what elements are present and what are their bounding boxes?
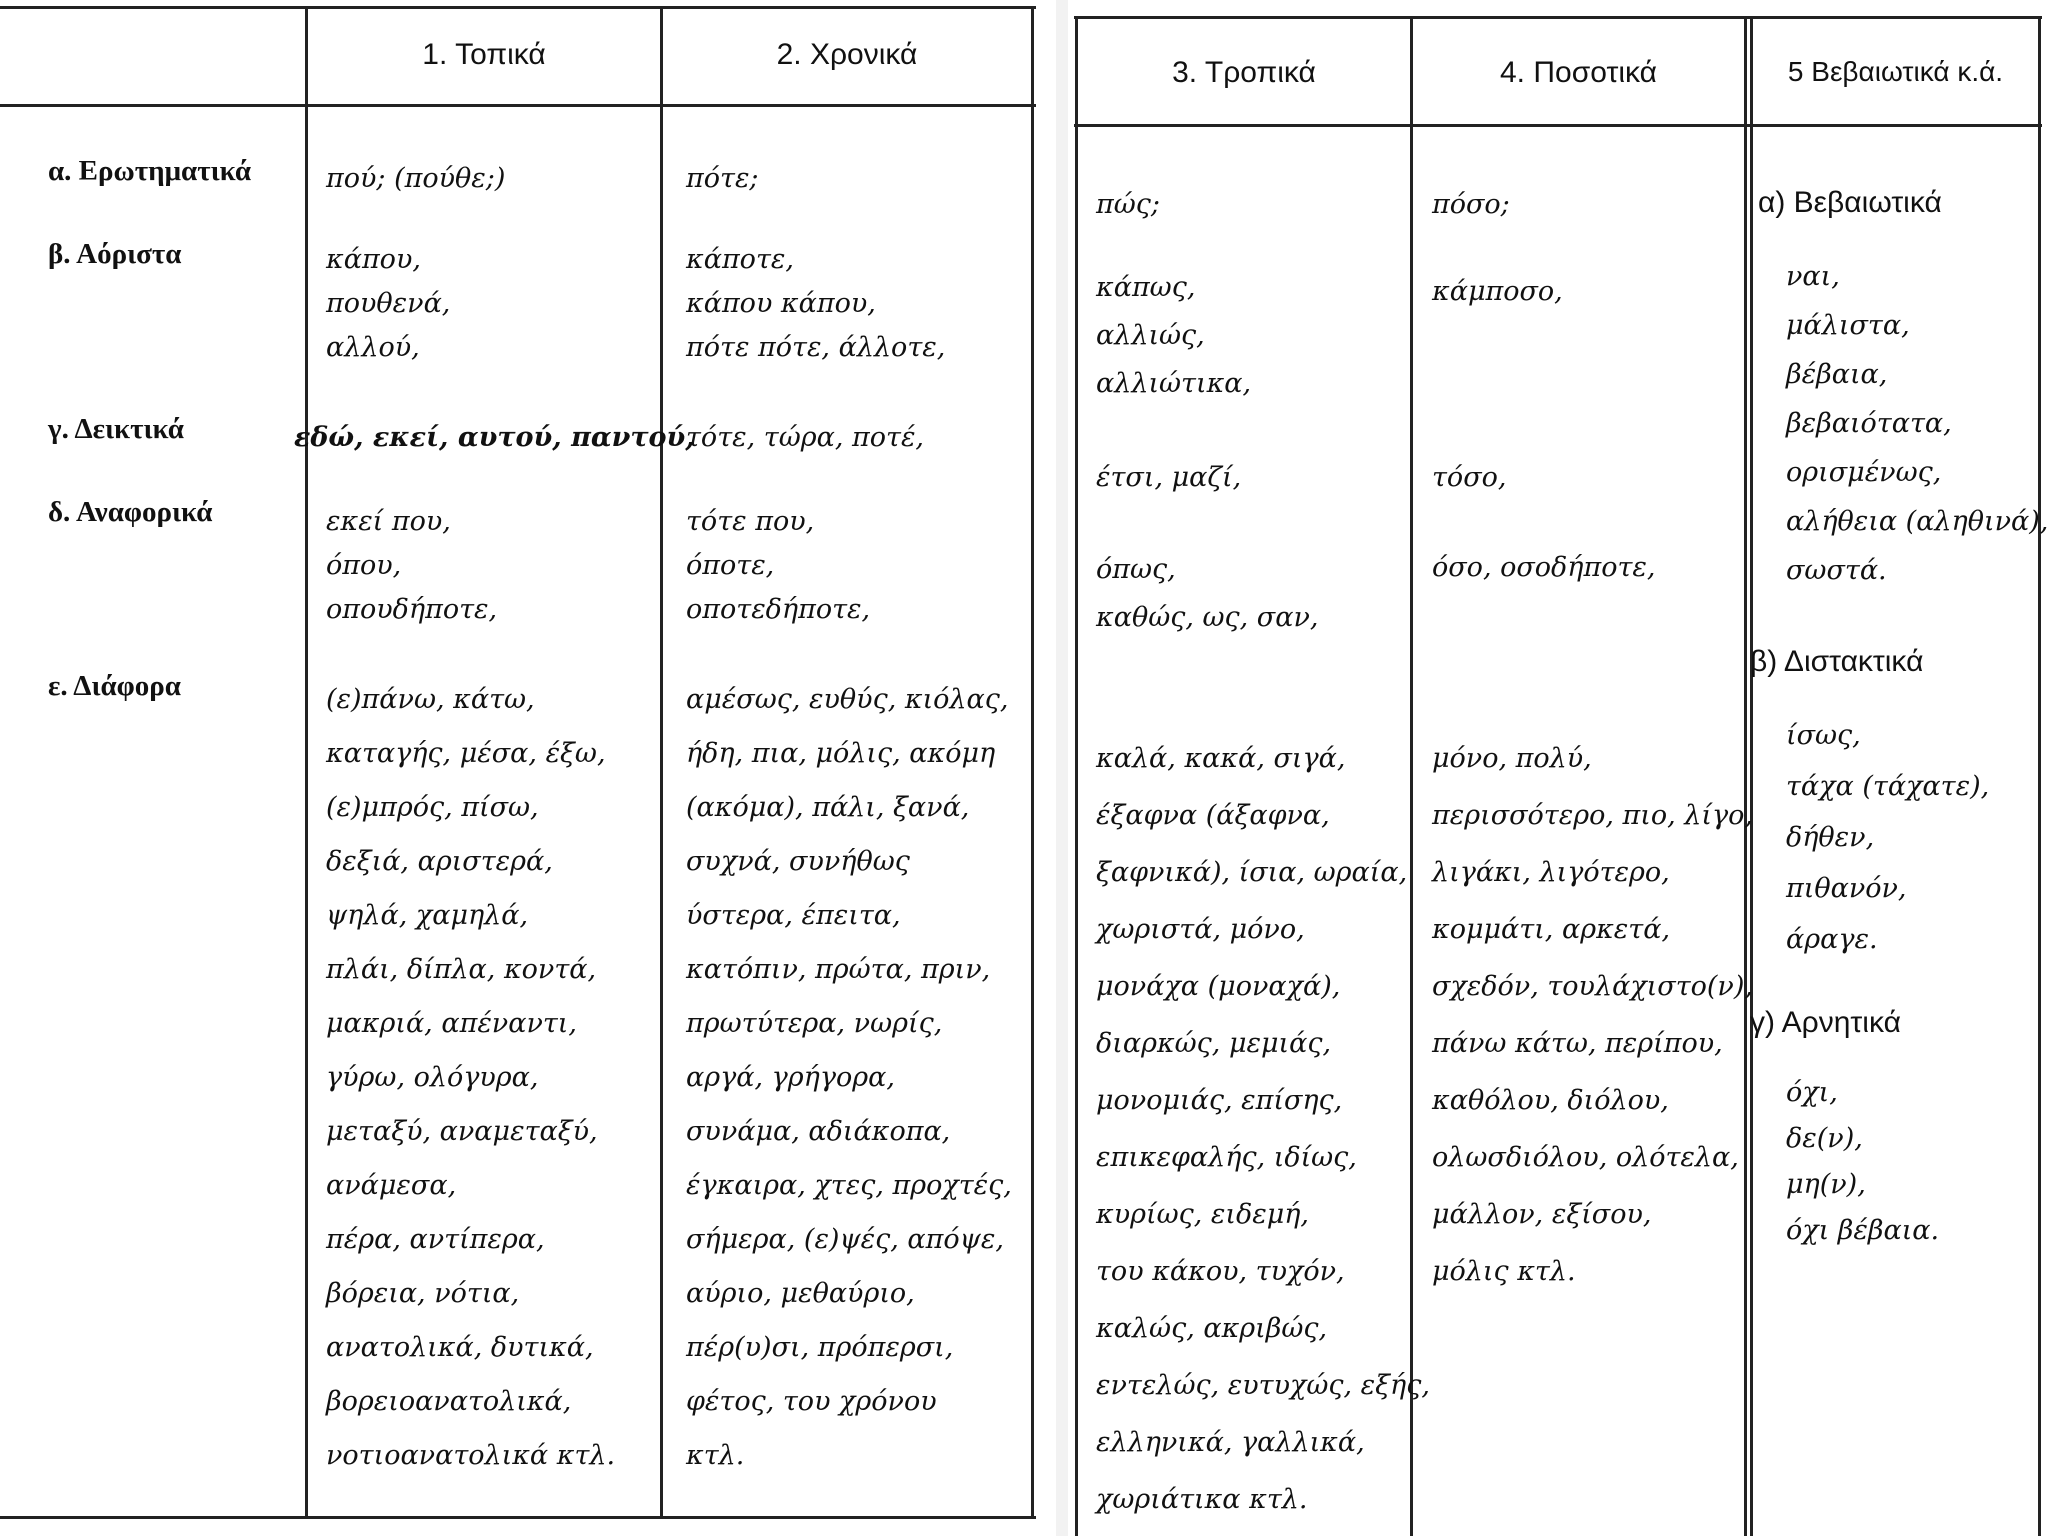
cell-line: ανατολικά, δυτικά, [326, 1332, 594, 1363]
cell-line: χωριστά, μόνο, [1096, 914, 1305, 945]
label-column-divider [305, 6, 308, 1519]
cell-line: ελληνικά, γαλλικά, [1096, 1427, 1365, 1458]
cell-line: ψηλά, χαμηλά, [326, 900, 529, 931]
cell-line: ναι, [1786, 261, 1840, 292]
subhead-arnitika: γ) Αρνητικά [1750, 1006, 1901, 1039]
cell-line: ανάμεσα, [326, 1170, 457, 1201]
cell-line: κομμάτι, αρκετά, [1432, 914, 1671, 945]
cell-xronika-deiktika [686, 416, 924, 460]
cell-line: πόσο; [1432, 189, 1510, 220]
cell-line: αλλού, [326, 332, 420, 363]
row-label-deiktika: γ. Δεικτικά [48, 413, 184, 445]
cell-line: λιγάκι, λιγότερο, [1432, 857, 1670, 888]
cell-line: συνάμα, αδιάκοπα, [686, 1116, 951, 1147]
cell-line: όπου, [326, 550, 402, 581]
header-xronika: 2. Χρονικά [776, 38, 918, 71]
cell-topika-diafora [326, 673, 615, 1483]
table-right-border [1031, 6, 1034, 1519]
cell-posotika-diafora [1432, 730, 1753, 1300]
row-label-erotimatika: α. Ερωτηματικά [48, 155, 252, 187]
cell-xronika-erotimatika [686, 157, 759, 201]
cell-line: φέτος, του χρόνου [686, 1386, 937, 1417]
cell-line: αλήθεια (αληθινά), [1786, 506, 2048, 537]
cell-line: εδώ, εκεί, αυτού, παντού, [294, 422, 695, 453]
cell-line: πού; (πούθε;) [326, 163, 506, 194]
cell-line: κάπως, [1096, 272, 1196, 303]
subhead-vevaiotika: α) Βεβαιωτικά [1758, 186, 1942, 219]
cell-line: χωριάτικα κτλ. [1096, 1484, 1308, 1515]
cell-tropika-deiktika [1096, 456, 1241, 500]
cell-line: κυρίως, ειδεμή, [1096, 1199, 1310, 1230]
cell-line: δήθεν, [1786, 822, 1875, 853]
cell-line: του κάκου, τυχόν, [1096, 1256, 1345, 1287]
right-table [1068, 0, 2048, 1536]
cell-line: περισσότερο, πιο, λίγο, [1432, 800, 1753, 831]
cell-line: πάνω κάτω, περίπου, [1432, 1028, 1723, 1059]
cell-line: τότε που, [686, 506, 815, 537]
cell-line: έγκαιρα, χτες, προχτές, [686, 1170, 1012, 1201]
cell-tropika-diafora [1096, 730, 1430, 1528]
cell-line: τόσο, [1432, 462, 1507, 493]
cell-line: μακριά, απέναντι, [326, 1008, 577, 1039]
cell-line: ύστερα, έπειτα, [686, 900, 901, 931]
cell-arnitika-items [1786, 1070, 1939, 1254]
row-label-diafora: ε. Διάφορα [48, 670, 181, 702]
cell-line: επικεφαλής, ιδίως, [1096, 1142, 1357, 1173]
cell-line: μη(ν), [1786, 1169, 1866, 1200]
cell-line: ξαφνικά), ίσια, ωραία, [1096, 857, 1408, 888]
cell-line: πώς; [1096, 189, 1160, 220]
row-label-aorista: β. Αόριστα [48, 238, 182, 270]
subhead-distaktika: β) Διστακτικά [1750, 645, 1924, 678]
cell-line: πέρα, αντίπερα, [326, 1224, 545, 1255]
cell-line: ολωσδιόλου, ολότελα, [1432, 1142, 1739, 1173]
cell-line: όσο, οσοδήποτε, [1432, 552, 1656, 583]
cell-line: βορειοανατολικά, [326, 1386, 572, 1417]
cell-posotika-anaforika [1432, 546, 1656, 590]
cell-posotika-aorista [1432, 270, 1563, 314]
cell-line: κάπου, [326, 244, 421, 275]
cell-line: άραγε. [1786, 924, 1878, 955]
cell-line: αμέσως, ευθύς, κιόλας, [686, 684, 1009, 715]
cell-line: πέρ(υ)σι, πρόπερσι, [686, 1332, 954, 1363]
cell-line: βόρεια, νότια, [326, 1278, 520, 1309]
cell-line: μονάχα (μοναχά), [1096, 971, 1341, 1002]
cell-line: σωστά. [1786, 555, 1887, 586]
cell-line: καλώς, ακριβώς, [1096, 1313, 1328, 1344]
cell-tropika-aorista [1096, 264, 1251, 408]
cell-line: έξαφνα (άξαφνα, [1096, 800, 1330, 831]
column-divider-1-2 [660, 6, 663, 1519]
row-label-anaforika: δ. Αναφορικά [48, 496, 213, 528]
cell-line: κτλ. [686, 1440, 745, 1471]
cell-line: ορισμένως, [1786, 457, 1942, 488]
cell-line: δεξιά, αριστερά, [326, 846, 553, 877]
cell-line: δε(ν), [1786, 1123, 1863, 1154]
cell-line: πουθενά, [326, 288, 451, 319]
cell-line: γύρω, ολόγυρα, [326, 1062, 539, 1093]
cell-line: αλλιώς, [1096, 320, 1205, 351]
cell-line: όχι, [1786, 1077, 1838, 1108]
cell-vevaiotika-items [1786, 252, 2048, 595]
cell-line: όποτε, [686, 550, 775, 581]
header-tropika: 3. Τροπικά [1172, 56, 1316, 89]
cell-line: βεβαιότατα, [1786, 408, 1952, 439]
cell-line: τάχα (τάχατε), [1786, 771, 1990, 802]
cell-topika-deiktika [294, 416, 695, 460]
cell-line: πιθανόν, [1786, 873, 1907, 904]
cell-distaktika-items [1786, 710, 1989, 965]
cell-line: πότε; [686, 163, 759, 194]
cell-line: συχνά, συνήθως [686, 846, 910, 877]
cell-line: τότε, τώρα, ποτέ, [686, 422, 925, 453]
cell-tropika-erotimatika [1096, 183, 1160, 227]
cell-line: αλλιώτικα, [1096, 368, 1252, 399]
cell-line: κάποτε, [686, 244, 794, 275]
cell-line: νοτιοανατολικά κτλ. [326, 1440, 616, 1471]
cell-line: (ακόμα), πάλι, ξανά, [686, 792, 970, 823]
cell-line: μόλις κτλ. [1432, 1256, 1576, 1287]
table-bottom-border [0, 1516, 1036, 1519]
cell-line: πρωτύτερα, νωρίς, [686, 1008, 943, 1039]
cell-tropika-anaforika [1096, 546, 1318, 642]
table-right-border [2038, 16, 2041, 1536]
cell-line: πότε πότε, άλλοτε, [686, 332, 946, 363]
cell-posotika-erotimatika [1432, 183, 1510, 227]
cell-line: μεταξύ, αναμεταξύ, [326, 1116, 598, 1147]
cell-line: καθόλου, διόλου, [1432, 1085, 1669, 1116]
cell-line: κάμποσο, [1432, 276, 1563, 307]
cell-line: μάλιστα, [1786, 310, 1910, 341]
cell-line: εντελώς, ευτυχώς, εξής, [1096, 1370, 1430, 1401]
cell-line: μόνο, πολύ, [1432, 743, 1592, 774]
cell-line: (ε)μπρός, πίσω, [326, 792, 539, 823]
cell-line: μονομιάς, επίσης, [1096, 1085, 1343, 1116]
header-divider [0, 104, 1036, 107]
cell-topika-anaforika [326, 500, 497, 632]
table-top-border [1074, 16, 2042, 19]
cell-line: έτσι, μαζί, [1096, 462, 1242, 493]
cell-line: εκεί που, [326, 506, 451, 537]
cell-line: (ε)πάνω, κάτω, [326, 684, 535, 715]
cell-line: ίσως, [1786, 720, 1861, 751]
header-posotika: 4. Ποσοτικά [1500, 56, 1657, 89]
cell-line: σήμερα, (ε)ψές, απόψε, [686, 1224, 1004, 1255]
cell-line: σχεδόν, τουλάχιστο(ν), [1432, 971, 1753, 1002]
cell-line: οπουδήποτε, [326, 594, 498, 625]
header-vevaiotika: 5 Βεβαιωτικά κ.ά. [1787, 56, 2004, 87]
cell-line: όπως, [1096, 554, 1176, 585]
cell-line: πλάι, δίπλα, κοντά, [326, 954, 597, 985]
cell-xronika-aorista [686, 238, 945, 370]
cell-line: καλά, κακά, σιγά, [1096, 743, 1346, 774]
cell-line: αργά, γρήγορα, [686, 1062, 895, 1093]
cell-posotika-deiktika [1432, 456, 1506, 500]
cell-line: οποτεδήποτε, [686, 594, 871, 625]
cell-line: όχι βέβαια. [1786, 1215, 1940, 1246]
cell-line: ήδη, πια, μόλις, ακόμη [686, 738, 996, 769]
table-top-border [0, 6, 1036, 9]
header-topika: 1. Τοπικά [422, 38, 546, 71]
cell-line: καθώς, ως, σαν, [1096, 602, 1319, 633]
cell-line: κάπου κάπου, [686, 288, 876, 319]
cell-xronika-diafora [686, 673, 1012, 1483]
cell-line: καταγής, μέσα, έξω, [326, 738, 606, 769]
cell-line: αύριο, μεθαύριο, [686, 1278, 915, 1309]
cell-xronika-anaforika [686, 500, 870, 632]
cell-line: κατόπιν, πρώτα, πριν, [686, 954, 991, 985]
cell-topika-aorista [326, 238, 450, 370]
cell-line: διαρκώς, μεμιάς, [1096, 1028, 1332, 1059]
cell-line: βέβαια, [1786, 359, 1888, 390]
cell-line: μάλλον, εξίσου, [1432, 1199, 1652, 1230]
table-left-border [1075, 16, 1078, 1536]
header-divider [1074, 124, 2042, 127]
cell-topika-erotimatika [326, 157, 505, 201]
